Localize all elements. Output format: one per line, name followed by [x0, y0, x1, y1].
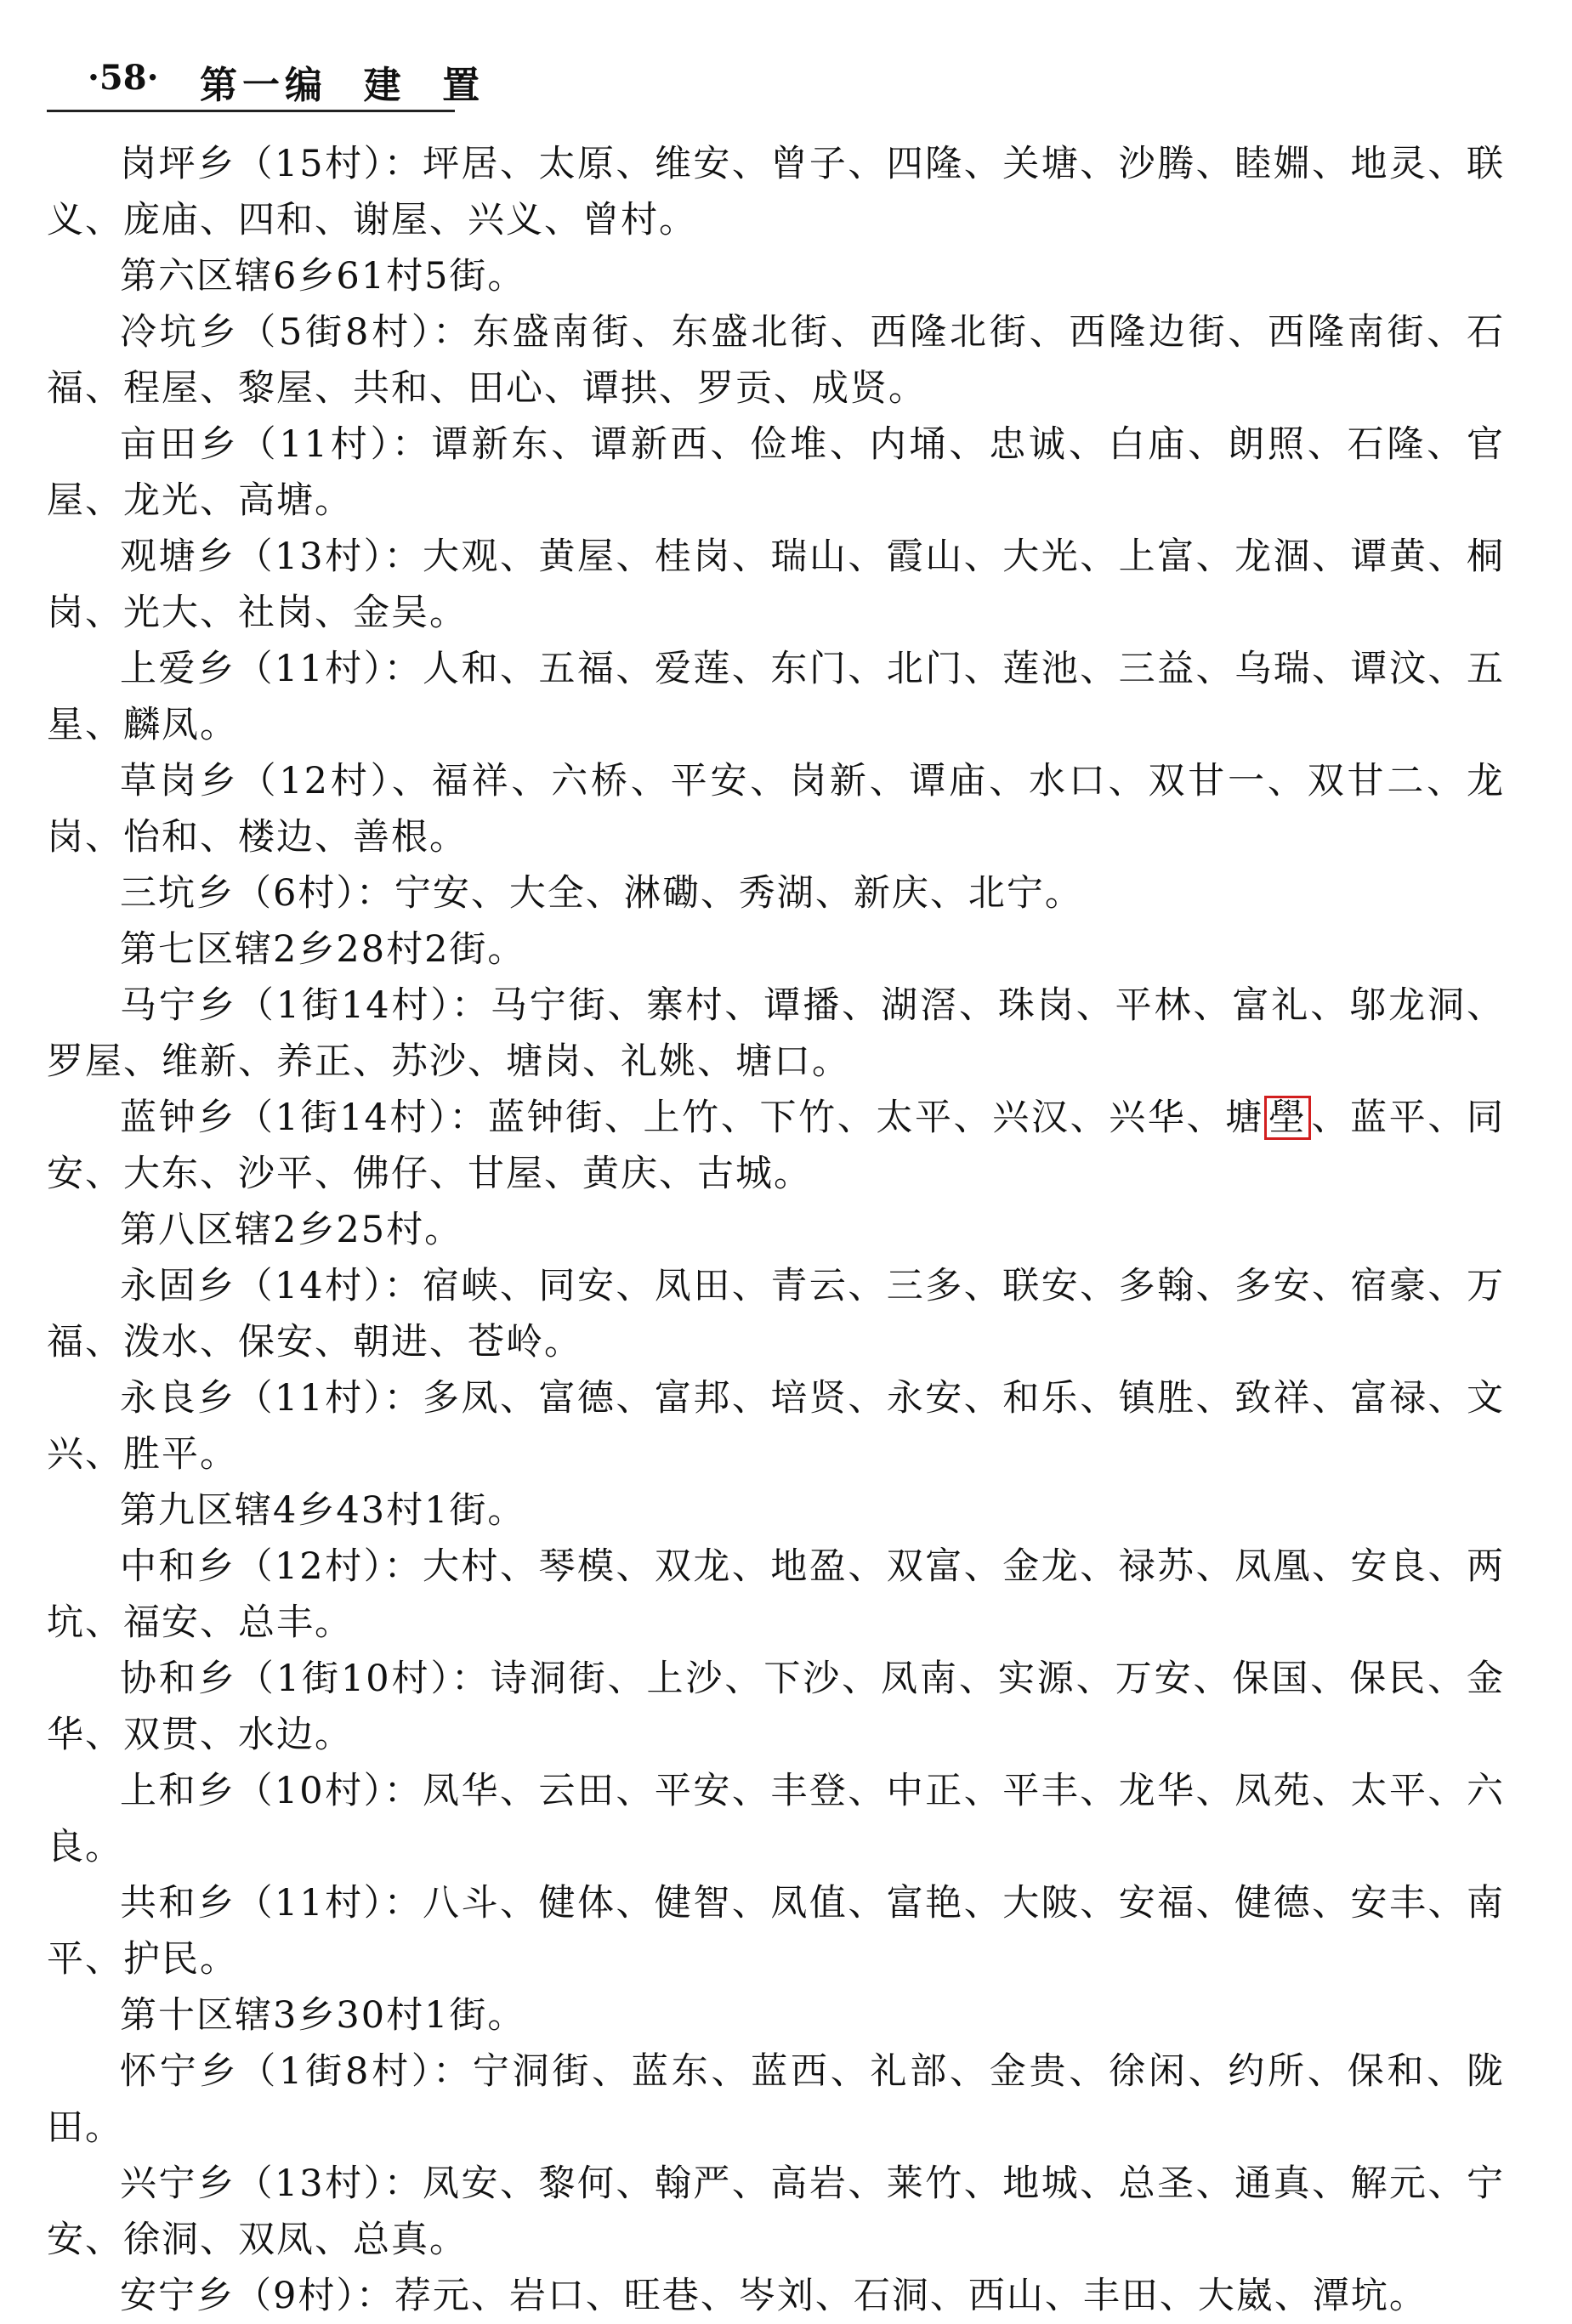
paragraph: 共和乡（11村）：八斗、健体、健智、凤值、富艳、大陂、安福、健德、安丰、南平、护民。 [47, 1882, 1505, 1981]
paragraph: 怀宁乡（1街8村）：宁洞街、蓝东、蓝西、礼部、金贵、徐闲、约所、保和、陇田。 [47, 2050, 1505, 2149]
paragraph-text-before-highlight: 蓝钟乡（1街14村）：蓝钟街、上竹、下竹、太平、兴汉、兴华、塘 [120, 1097, 1264, 1139]
paragraph: 中和乡（12村）：大村、琴模、双龙、地盈、双富、金龙、禄苏、凤凰、安良、两坑、福安、总丰。 [47, 1545, 1505, 1644]
paragraph: 第十区辖3乡30村1街。 [120, 1994, 526, 2037]
paragraph: 安宁乡（9村）：荐元、岩口、旺巷、岑刘、石洞、西山、丰田、大崴、潭坑。 [120, 2275, 1427, 2317]
highlighted-character: 壆 [1264, 1096, 1311, 1140]
text-body [47, 136, 1505, 2324]
paragraph: 永固乡（14村）：宿峡、同安、凤田、青云、三多、联安、多翰、多安、宿豪、万福、泼水、保安、朝进、苍岭。 [47, 1265, 1505, 1363]
page-header [47, 43, 485, 112]
paragraph: 冷坑乡（5街8村）：东盛南街、东盛北街、西隆北街、西隆边街、西隆南街、石福、程屋、黎屋、共和、田心、谭拱、罗贡、成贤。 [47, 311, 1505, 410]
page-number: ·58· [88, 58, 159, 98]
running-title: 第一编 建 置 [200, 64, 485, 107]
paragraph: 第六区辖6乡61村5街。 [120, 255, 526, 298]
paragraph: 三坑乡（6村）：宁安、大全、淋磡、秀湖、新庆、北宁。 [120, 872, 1083, 915]
paragraph: 岗坪乡（15村）：坪居、太原、维安、曾子、四隆、关塘、沙腾、睦婣、地灵、联义、庞庙、四和、谢屋、兴义、曾村。 [47, 143, 1505, 241]
paragraph: 马宁乡（1街14村）：马宁街、寨村、谭播、湖滘、珠岗、平林、富礼、邬龙洞、罗屋、维新、养正、苏沙、塘岗、礼姚、塘口。 [47, 984, 1505, 1083]
paragraph: 兴宁乡（13村）：凤安、黎何、翰严、高岩、莱竹、地城、总圣、通真、解元、宁安、徐洞、双凤、总真。 [47, 2162, 1505, 2261]
paragraph: 亩田乡（11村）：谭新东、谭新西、俭堆、内埇、忠诚、白庙、朗照、石隆、官屋、龙光、高塘。 [47, 423, 1505, 522]
paragraph: 第九区辖4乡43村1街。 [120, 1489, 526, 1532]
paragraph: 第八区辖2乡25村。 [120, 1209, 463, 1251]
paragraph: 协和乡（1街10村）：诗洞街、上沙、下沙、凤南、实源、万安、保国、保民、金华、双贯、水边。 [47, 1658, 1505, 1756]
paragraph: 观塘乡（13村）：大观、黄屋、桂岗、瑞山、霞山、大光、上富、龙涸、谭黄、桐岗、光大、社岗、金吴。 [47, 536, 1505, 634]
paragraph-with-highlight [47, 1090, 1505, 1202]
paragraph: 永良乡（11村）：多凤、富德、富邦、培贤、永安、和乐、镇胜、致祥、富禄、文兴、胜平。 [47, 1377, 1505, 1476]
paragraph: 草岗乡（12村）、福祥、六桥、平安、岗新、谭庙、水口、双甘一、双甘二、龙岗、怡和、楼边、善根。 [47, 760, 1505, 859]
paragraph: 上爱乡（11村）：人和、五福、爱莲、东门、北门、莲池、三益、乌瑞、谭汶、五星、麟凤。 [47, 648, 1505, 746]
paragraph: 上和乡（10村）：凤华、云田、平安、丰登、中正、平丰、龙华、凤苑、太平、六良。 [47, 1770, 1505, 1868]
paragraph: 第七区辖2乡28村2街。 [120, 928, 526, 971]
paragraph-text-after-highlight: 、蓝平、同安、大东、沙平、佛仔、甘屋、黄庆、古城。 [47, 1097, 1505, 1195]
